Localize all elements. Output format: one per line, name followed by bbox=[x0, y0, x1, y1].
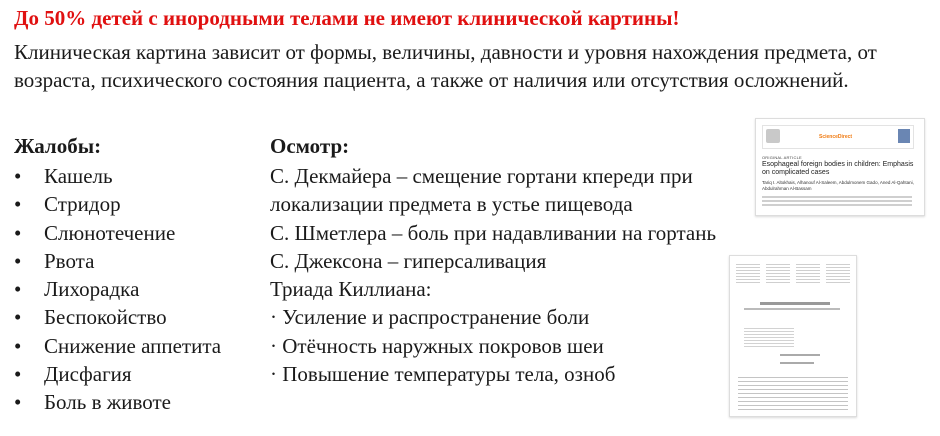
exam-line: Триада Киллиана: bbox=[270, 277, 432, 302]
journal-cover-icon bbox=[898, 129, 910, 143]
approval-blocks bbox=[736, 262, 850, 284]
bullet-icon: • bbox=[14, 362, 22, 387]
publisher-logo-icon bbox=[766, 129, 780, 143]
list-item: • Кашель bbox=[14, 162, 221, 190]
article-type: ORIGINAL ARTICLE bbox=[762, 155, 802, 160]
list-item: • Лихорадка bbox=[14, 275, 221, 303]
complaints-title: Жалобы: bbox=[14, 134, 102, 158]
exam-line: С. Шметлера – боль при надавливании на гортань bbox=[270, 220, 717, 245]
document-line bbox=[780, 354, 820, 356]
bullet-icon: • bbox=[14, 333, 22, 358]
bullet-icon: • bbox=[14, 164, 22, 188]
list-item: • Слюнотечение bbox=[14, 219, 221, 247]
exam-line: · Усиление и распространение боли bbox=[270, 305, 590, 330]
list-item: • Беспокойство bbox=[14, 303, 221, 331]
bullet-icon: • bbox=[14, 220, 22, 245]
complaints-list bbox=[14, 162, 221, 417]
document-subtitle-line bbox=[744, 308, 840, 310]
document-title-line bbox=[760, 302, 830, 305]
exam-title: Осмотр: bbox=[270, 134, 350, 158]
sciencedirect-logo: ScienceDirect bbox=[819, 134, 853, 140]
document-line bbox=[780, 362, 814, 364]
list-item: • Стридор bbox=[14, 190, 221, 218]
exam-line: · Повышение температуры тела, озноб bbox=[270, 362, 616, 387]
journal-header bbox=[762, 125, 914, 149]
exam-line: С. Джексона – гиперсаливация bbox=[270, 248, 547, 273]
bullet-icon: • bbox=[14, 192, 22, 217]
article-authors: Tariq I. Altokhais, Alhanouf Al-Saleem, Abdulmonem Gado, Aned Al-Qahtani, Abdulrahman Al-Bassam bbox=[762, 180, 914, 191]
bullet-icon: • bbox=[14, 390, 22, 415]
list-item: • Боль в животе bbox=[14, 388, 221, 416]
article-thumbnail-sciencedirect bbox=[755, 118, 925, 216]
exam-line: локализации предмета в устье пищевода bbox=[270, 192, 633, 217]
exam-line: С. Декмайера – смещение гортани кпереди при bbox=[270, 164, 693, 188]
bullet-icon: • bbox=[14, 248, 22, 273]
slide-headline: До 50% детей с инородными телами не имеют клинической картины! bbox=[14, 6, 680, 30]
organizations-list bbox=[738, 374, 848, 412]
exam-list bbox=[270, 162, 716, 388]
bullet-icon: • bbox=[14, 277, 22, 302]
list-item: • Снижение аппетита bbox=[14, 332, 221, 360]
exam-line: · Отёчность наружных покровов шеи bbox=[270, 333, 604, 358]
article-text-lines bbox=[762, 196, 912, 208]
list-item: • Рвота bbox=[14, 247, 221, 275]
document-text-block bbox=[744, 326, 794, 348]
clinical-guideline-thumbnail bbox=[729, 255, 857, 417]
bullet-icon: • bbox=[14, 305, 22, 330]
article-title: Esophageal foreign bodies in children: Emphasis on complicated cases bbox=[762, 161, 914, 176]
list-item: • Дисфагия bbox=[14, 360, 221, 388]
intro-paragraph: Клиническая картина зависит от формы, величины, давности и уровня нахождения предмета, от возраста, психического состояния пациента, а также от наличия или отсутствия осложнений. bbox=[14, 40, 877, 92]
